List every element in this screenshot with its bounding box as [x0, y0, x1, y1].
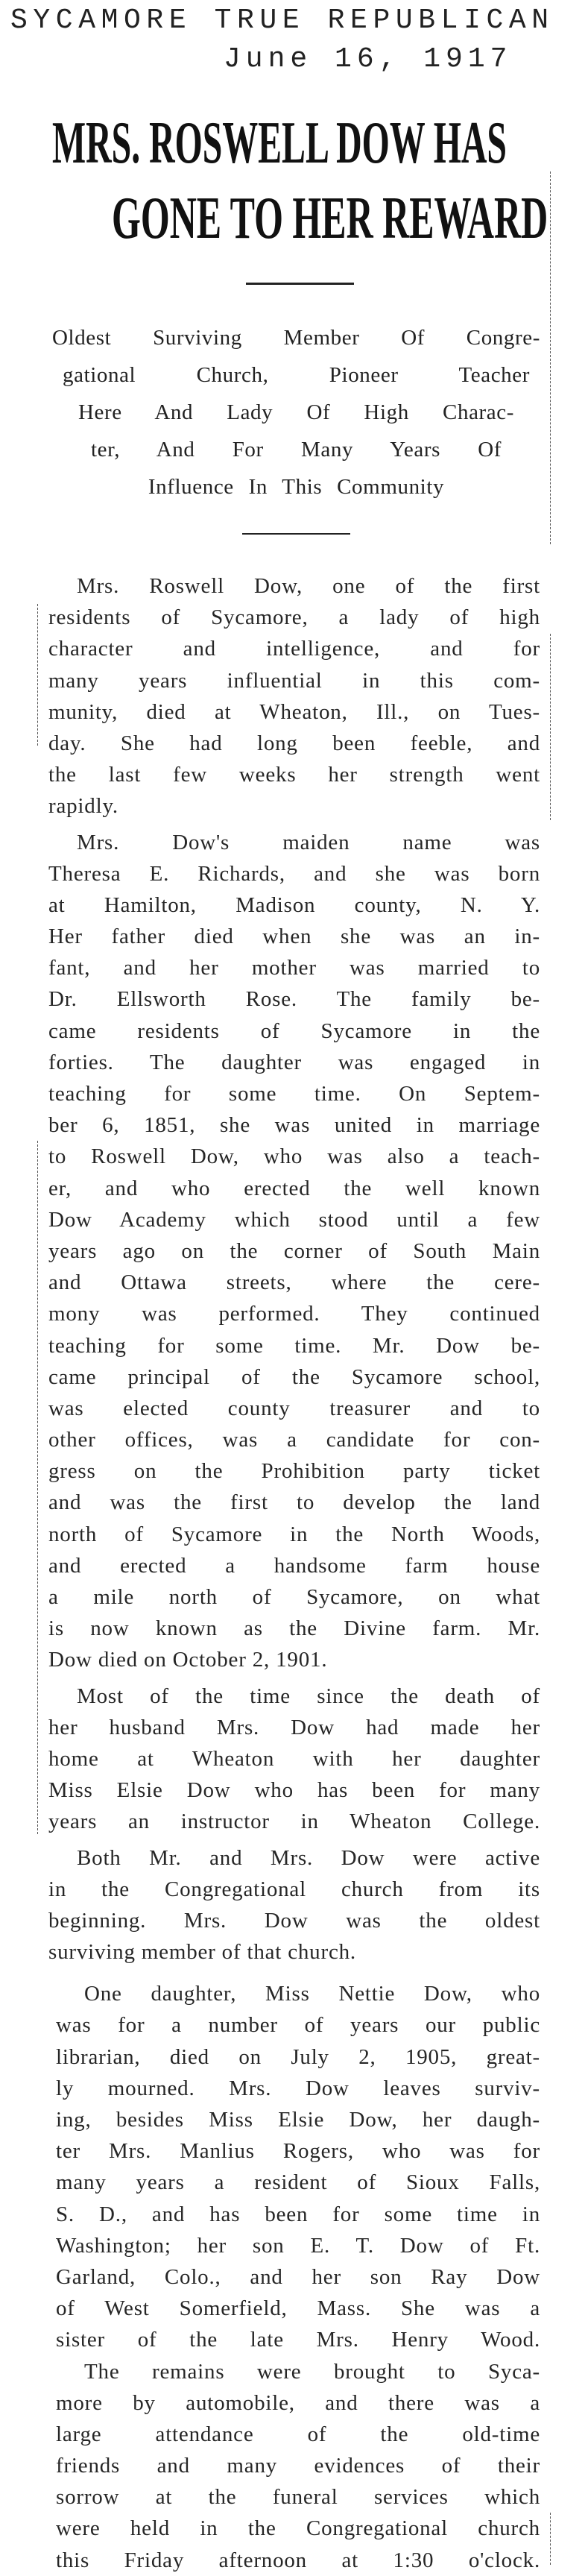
clipping-edge [37, 604, 38, 746]
article-line: Dr. Ellsworth Rose. The family be- [48, 987, 540, 1012]
article-line: mony was performed. They continued [48, 1302, 540, 1326]
article-line: ing, besides Miss Elsie Dow, her daugh- [56, 2108, 540, 2132]
article-line: friends and many evidences of their [56, 2454, 540, 2478]
article-line: S. D., and has been for some time in [56, 2202, 540, 2226]
article-paragraph [48, 827, 540, 1676]
article-line: teaching for some time. Mr. Dow be- [48, 1333, 540, 1358]
article-line: Miss Elsie Dow who has been for many [48, 1778, 540, 1803]
article-line: was elected county treasurer and to [48, 1396, 540, 1420]
article-line: to Roswell Dow, who was also a teach- [48, 1144, 540, 1169]
article-line: sister of the late Mrs. Henry Wood. [56, 2328, 540, 2352]
subhead-line: gational Church, Pioneer Teacher [63, 363, 530, 387]
subhead-line: Here And Lady Of High Charac- [78, 400, 514, 424]
article-line: er, and who erected the well known [48, 1176, 540, 1200]
article-line: residents of Sycamore, a lady of high [48, 605, 540, 630]
article-line: Mrs. Roswell Dow, one of the first [77, 574, 540, 598]
article-line: came residents of Sycamore in the [48, 1018, 540, 1043]
headline-text: MRS. ROSWELL DOW HAS [52, 110, 507, 176]
article-paragraph [48, 1681, 540, 1838]
article-line: Dow Academy which stood until a few [48, 1207, 540, 1232]
subheadline [52, 319, 540, 506]
article-line: and erected a handsome farm house [48, 1553, 540, 1578]
article-line: more by automobile, and there was a [56, 2390, 540, 2415]
article-line: sorrow at the funeral services which [56, 2485, 540, 2510]
article-line: at Hamilton, Madison county, N. Y. [48, 892, 540, 917]
article-paragraph [48, 570, 540, 822]
article-line: came principal of the Sycamore school, [48, 1364, 540, 1389]
clipping-edge [550, 634, 551, 820]
article-line: the last few weeks her strength went [48, 763, 540, 787]
article-line: librarian, died on July 2, 1905, great- [56, 2044, 540, 2069]
headline-divider [246, 283, 354, 285]
article-line: gress on the Prohibition party ticket [48, 1459, 540, 1484]
article-line: Dow died on October 2, 1901. [48, 1648, 328, 1672]
article-line: years ago on the corner of South Main [48, 1238, 540, 1263]
article-line: rapidly. [48, 794, 118, 819]
article-line: Garland, Colo., and her son Ray Dow [56, 2264, 540, 2289]
article-paragraph [56, 1978, 540, 2355]
article-line: her husband Mrs. Dow had made her [48, 1715, 540, 1739]
section-divider [242, 533, 350, 535]
article-line: Washington; her son E. T. Dow of Ft. [56, 2233, 540, 2258]
article-line: fant, and her mother was married to [48, 956, 540, 980]
article-line: Mrs. Dow's maiden name was [77, 830, 540, 854]
article-paragraph [48, 1842, 540, 1968]
clipping-edge [550, 171, 551, 544]
article-line: other offices, was a candidate for con- [48, 1428, 540, 1452]
article-line: day. She had long been feeble, and [48, 731, 540, 755]
article-line: ber 6, 1851, she was united in marriage [48, 1113, 540, 1138]
article-line: munity, died at Wheaton, Ill., on Tues- [48, 699, 540, 724]
article-line: teaching for some time. On Septem- [48, 1082, 540, 1106]
clipping-edge [550, 2513, 551, 2565]
clipping-edge [37, 1141, 38, 1834]
article-paragraph [56, 2356, 540, 2576]
article-line: and Ottawa streets, where the cere- [48, 1270, 540, 1295]
subhead-line: Influence In This Community [148, 475, 445, 499]
article-line: One daughter, Miss Nettie Dow, who [84, 1982, 540, 2006]
publication-date: June 16, 1917 [224, 43, 513, 75]
article-line: large attendance of the old-time [56, 2422, 540, 2446]
article-line: north of Sycamore in the North Woods, [48, 1522, 540, 1546]
article-line: Her father died when she was an in- [48, 925, 540, 949]
article-line: character and intelligence, and for [48, 637, 540, 661]
article-line: surviving member of that church. [48, 1940, 356, 1965]
article-line: Most of the time since the death of [77, 1684, 540, 1708]
article-line: beginning. Mrs. Dow was the oldest [48, 1908, 540, 1933]
subhead-line: Oldest Surviving Member Of Congre- [52, 326, 540, 350]
article-line: many years a resident of Sioux Falls, [56, 2170, 540, 2195]
article-line: years an instructor in Wheaton College. [48, 1810, 540, 1834]
article-line: was for a number of years our public [56, 2013, 540, 2038]
article-line: ter Mrs. Manlius Rogers, who was for [56, 2139, 540, 2164]
subhead-line: ter, And For Many Years Of [91, 438, 502, 462]
article-body [48, 570, 540, 2576]
headline-line-2 [112, 186, 548, 251]
article-line: and was the first to develop the land [48, 1490, 540, 1515]
article-line: The remains were brought to Syca- [84, 2359, 540, 2384]
article-line: Theresa E. Richards, and she was born [48, 861, 540, 886]
headline-text: GONE TO HER REWARD [112, 186, 548, 251]
article-line: Both Mr. and Mrs. Dow were active [77, 1845, 540, 1870]
article-line: forties. The daughter was engaged in [48, 1050, 540, 1074]
article-line: this Friday afternoon at 1:30 o'clock. [56, 2548, 540, 2572]
article-line: were held in the Congregational church [56, 2516, 540, 2541]
article-line: home at Wheaton with her daughter [48, 1746, 540, 1771]
article-line: is now known as the Divine farm. Mr. [48, 1616, 540, 1641]
newspaper-name: SYCAMORE TRUE REPUBLICAN [10, 4, 554, 37]
article-line: ly mourned. Mrs. Dow leaves surviv- [56, 2076, 540, 2100]
article-line: in the Congregational church from its [48, 1877, 540, 1901]
article-line: a mile north of Sycamore, on what [48, 1585, 540, 1609]
article-line: many years influential in this com- [48, 668, 540, 693]
headline-line-1 [52, 110, 507, 176]
article-line: of West Somerfield, Mass. She was a [56, 2296, 540, 2321]
